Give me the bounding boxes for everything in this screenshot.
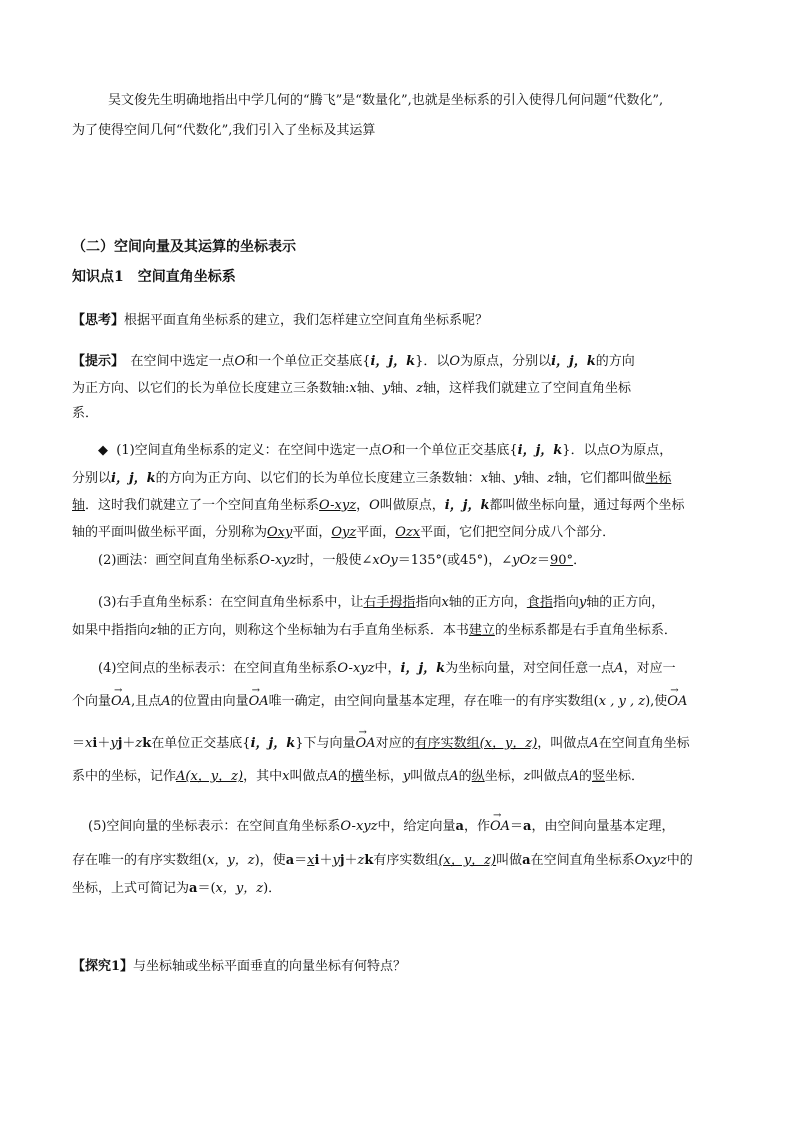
vector-oa: → OA <box>356 735 376 753</box>
p1-line-1: ◆ (1)空间直角坐标系的定义：在空间中选定一点O和一个单位正交基底{i，j，k}．以点O为原点， <box>98 443 673 458</box>
p2-line: (2)画法：画空间直角坐标系O-xyz时，一般使∠xOy＝135°(或45°)，∠yOz＝90°． <box>98 553 587 568</box>
think-tag: 【思考】 <box>72 313 125 328</box>
vector-oa: → OA <box>111 693 131 711</box>
p4-line-4: 系中的坐标，记作A(x，y，z)，其中x叫做点A的横坐标，y叫做点A的纵坐标，z叫做点A的竖坐标． <box>72 769 645 784</box>
hint-tag: 【提示】 <box>72 354 118 369</box>
hint-line-1: 【提示】 在空间中选定一点O和一个单位正交基底{i，j，k}．以O为原点，分别以i，j，k的方向 <box>72 354 635 369</box>
vector-oa: → OA <box>249 693 269 711</box>
think-line: 【思考】根据平面直角坐标系的建立，我们怎样建立空间直角坐标系呢？ <box>72 313 489 328</box>
p5-line-3: 坐标，上式可简记为a＝(x，y，z)． <box>72 881 282 896</box>
intro-line-2: 为了使得空间几何“代数化”,我们引入了坐标及其运算 <box>72 123 376 138</box>
explore-tag: 【探究1】 <box>72 959 134 974</box>
intro-line-1: 吴文俊先生明确地指出中学几何的“腾飞”是“数量化”,也就是坐标系的引入使得几何问题“代数化”, <box>108 93 664 108</box>
explore-line: 【探究1】与坐标轴或坐标平面垂直的向量坐标有何特点？ <box>72 959 407 974</box>
p3-line-2: 如果中指指向z轴的正方向，则称这个坐标轴为右手直角坐标系．本书建立的坐标系都是右手直角坐标系． <box>72 623 677 638</box>
p4-line-3: ＝xi＋yj＋zk在单位正交基底{i，j，k}下与向量→ OA对应的有序实数组(x，y，z)，叫做点A在空间直角坐标 <box>72 735 690 753</box>
hint-line-2: 为正方向、以它们的长为单位长度建立三条数轴:x轴、y轴、z轴，这样我们就建立了空间直角坐标 <box>72 381 631 396</box>
vector-oa: → OA <box>490 818 510 836</box>
vector-oa: → OA <box>667 693 687 711</box>
p4-line-1: (4)空间点的坐标表示：在空间直角坐标系O-xyz中，i，j，k为坐标向量，对空间任意一点A，对应一 <box>98 661 676 676</box>
p1-line-3: 轴．这时我们就建立了一个空间直角坐标系O-xyz，O叫做原点，i，j，k都叫做坐标向量，通过每两个坐标 <box>72 498 685 513</box>
section-title: （二）空间向量及其运算的坐标表示 <box>72 239 296 255</box>
bullet-icon: ◆ <box>98 443 108 458</box>
p4-line-2: 个向量→ OA,且点A的位置由向量→ OA唯一确定，由空间向量基本定理，存在唯一的有序实数组(x , y , z),使→ OA <box>72 693 687 711</box>
p1-line-2: 分别以i，j，k的方向为正方向、以它们的长为单位长度建立三条数轴：x轴、y轴、z轴，它们都叫做坐标 <box>72 471 672 486</box>
p1-line-4: 轴的平面叫做坐标平面，分别称为Oxy平面，Oyz平面，Ozx平面，它们把空间分成八个部分． <box>72 525 616 540</box>
p5-line-1: (5)空间向量的坐标表示：在空间直角坐标系O-xyz中，给定向量a，作→ OA＝a，由空间向量基本定理， <box>88 818 674 836</box>
p5-line-2: 存在唯一的有序实数组(x，y，z)，使a＝xi＋yj＋zk有序实数组(x，y，z)叫做a在空间直角坐标系Oxyz中的 <box>72 853 693 868</box>
hint-line-3: 系． <box>72 406 99 421</box>
knowledge-point-title: 知识点1 空间直角坐标系 <box>72 269 236 285</box>
p3-line-1: (3)右手直角坐标系：在空间直角坐标系中，让右手拇指指向x轴的正方向，食指指向y轴的正方向， <box>98 595 665 610</box>
